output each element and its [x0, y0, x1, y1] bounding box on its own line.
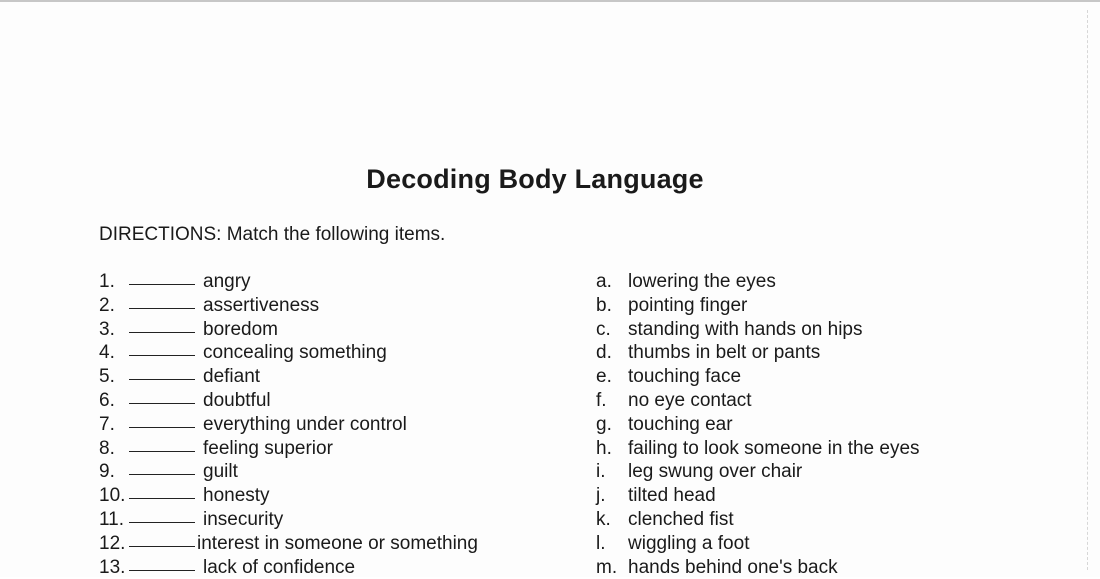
behavior-row — [596, 389, 1066, 413]
term-text: assertiveness — [203, 294, 320, 316]
term-number: 7. — [99, 413, 115, 435]
term-text: lack of confidence — [203, 556, 356, 578]
term-row — [99, 437, 569, 461]
term-row — [99, 389, 569, 413]
behavior-row — [596, 508, 1066, 532]
answer-blank — [129, 387, 195, 404]
term-number: 5. — [99, 366, 115, 388]
behavior-text: hands behind one's back — [628, 556, 838, 578]
scan-edge-right — [1085, 10, 1088, 570]
behavior-text: tilted head — [628, 485, 716, 507]
term-number: 1. — [99, 271, 115, 292]
answer-blank — [129, 458, 195, 475]
behavior-row — [596, 341, 1066, 365]
behavior-text: touching face — [628, 366, 742, 388]
term-text: feeling superior — [203, 437, 333, 459]
term-row — [99, 341, 569, 365]
behavior-letter: e. — [596, 366, 612, 388]
term-number: 8. — [99, 437, 115, 459]
answer-blank — [129, 482, 195, 499]
term-number: 10. — [99, 485, 126, 507]
term-number: 6. — [99, 389, 115, 411]
term-row — [99, 484, 569, 508]
behavior-row — [596, 365, 1066, 389]
term-row — [99, 460, 569, 484]
term-text: interest in someone or something — [197, 532, 478, 554]
term-number: 3. — [99, 318, 115, 340]
term-row — [99, 365, 569, 389]
behavior-text: wiggling a foot — [628, 532, 750, 554]
behavior-letter: c. — [596, 318, 611, 340]
answer-blank — [129, 554, 195, 571]
terms-list — [99, 270, 569, 579]
behavior-text: leg swung over chair — [628, 461, 803, 483]
page-title: Decoding Body Language — [366, 164, 704, 194]
behavior-row — [596, 556, 1066, 579]
term-number: 9. — [99, 461, 115, 483]
directions-text: DIRECTIONS: Match the following items. — [99, 224, 446, 245]
behavior-letter: f. — [596, 389, 607, 411]
behavior-letter: a. — [596, 271, 612, 292]
behavior-letter: d. — [596, 342, 612, 364]
term-text: defiant — [203, 366, 261, 388]
behavior-text: touching ear — [628, 413, 733, 435]
behavior-letter: h. — [596, 437, 612, 459]
term-row — [99, 270, 569, 294]
behavior-letter: k. — [596, 508, 611, 530]
behavior-text: failing to look someone in the eyes — [628, 437, 920, 459]
answer-blank — [129, 506, 195, 523]
term-number: 13. — [99, 556, 126, 578]
answer-blank — [129, 268, 195, 285]
behaviors-list — [596, 270, 1066, 579]
term-row — [99, 532, 569, 556]
term-number: 11. — [99, 508, 125, 530]
scan-edge-top — [0, 0, 1100, 8]
behavior-text: no eye contact — [628, 389, 752, 411]
behavior-letter: i. — [596, 461, 606, 483]
term-text: guilt — [203, 461, 238, 483]
behavior-letter: j. — [596, 485, 606, 507]
term-number: 2. — [99, 294, 115, 316]
answer-blank — [129, 316, 195, 333]
behavior-text: thumbs in belt or pants — [628, 342, 821, 364]
term-number: 4. — [99, 342, 115, 364]
behavior-row — [596, 413, 1066, 437]
behavior-row — [596, 460, 1066, 484]
term-row — [99, 318, 569, 342]
term-row — [99, 294, 569, 318]
term-text: insecurity — [203, 508, 284, 530]
answer-blank — [129, 292, 195, 309]
behavior-text: standing with hands on hips — [628, 318, 863, 340]
answer-blank — [129, 363, 195, 380]
answer-blank — [129, 530, 195, 547]
answer-blank — [129, 435, 195, 452]
term-row — [99, 556, 569, 579]
term-number: 12. — [99, 532, 126, 554]
behavior-text: lowering the eyes — [628, 271, 776, 292]
behavior-row — [596, 437, 1066, 461]
term-text: everything under control — [203, 413, 407, 435]
behavior-letter: m. — [596, 556, 618, 578]
term-text: doubtful — [203, 389, 271, 411]
term-text: boredom — [203, 318, 278, 340]
answer-blank — [129, 339, 195, 356]
behavior-letter: b. — [596, 294, 612, 316]
behavior-text: clenched fist — [628, 508, 734, 530]
term-text: concealing something — [203, 342, 387, 364]
term-text: honesty — [203, 485, 270, 507]
behavior-row — [596, 294, 1066, 318]
behavior-text: pointing finger — [628, 294, 748, 316]
term-text: angry — [203, 271, 251, 292]
term-row — [99, 508, 569, 532]
behavior-row — [596, 532, 1066, 556]
behavior-letter: g. — [596, 413, 612, 435]
behavior-row — [596, 318, 1066, 342]
behavior-letter: l. — [596, 532, 606, 554]
term-row — [99, 413, 569, 437]
behavior-row — [596, 484, 1066, 508]
answer-blank — [129, 411, 195, 428]
behavior-row — [596, 270, 1066, 294]
